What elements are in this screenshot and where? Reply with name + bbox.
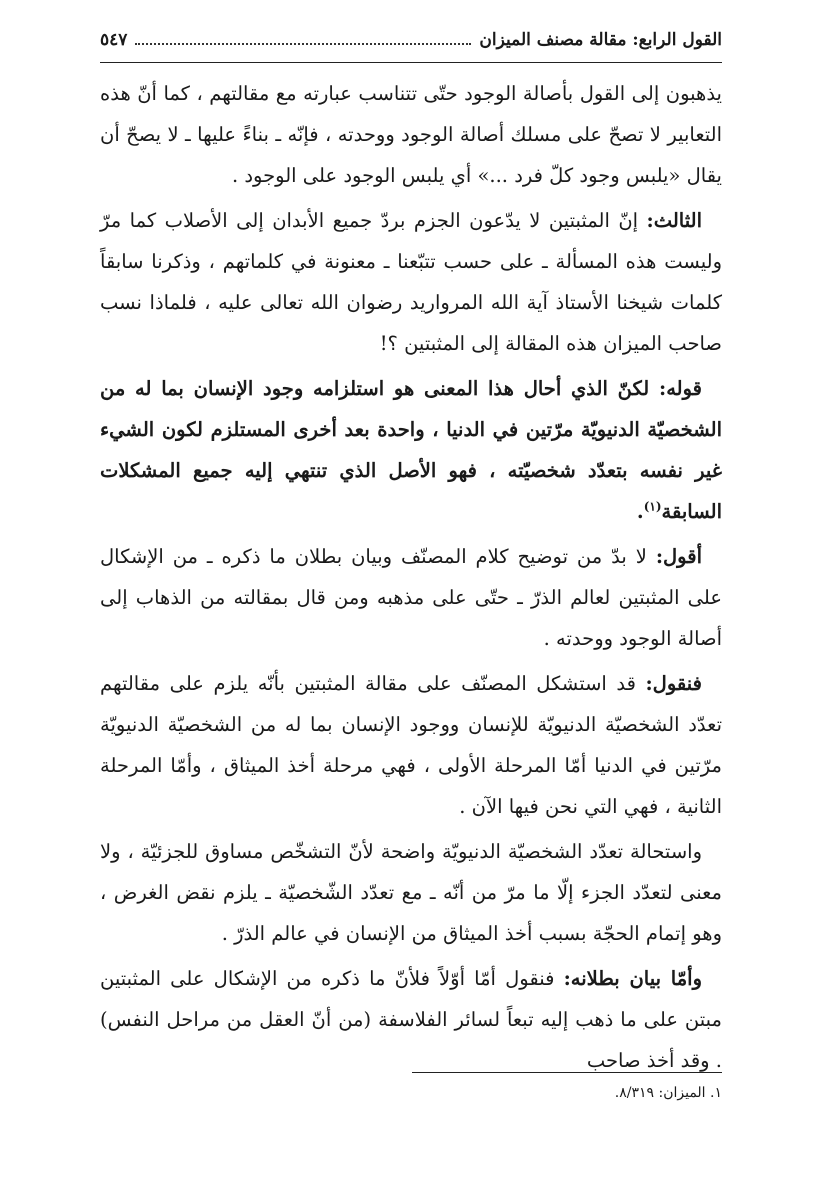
paragraph-lead: قوله: xyxy=(659,377,702,400)
paragraph-impossibility xyxy=(100,831,722,954)
paragraph-text: لا بدّ من توضيح كلام المصنّف وبيان بطلان ما ذكره ـ من الإشكال على المثبتين لعالم الذرّ ـ حتّى على مذهبه ومن قال بمقالته من الذهاب إلى أصالة الوجود ووحدته . xyxy=(100,545,722,650)
quoted-passage xyxy=(100,368,722,532)
paragraph-text: قد استشكل المصنّف على مقالة المثبتين بأنّه يلزم على مقالتهم تعدّد الشخصيّة الدنيويّة للإنسان ووجود الإنسان بما له من الشخصيّة الدنيويّة مرّتين في الدنيا أمّا المرحلة الأولى ، فهي مرحلة أخذ الميثاق ، وأمّا المرحلة الثانية ، فهي التي نحن فيها الآن . xyxy=(100,672,722,818)
quoted-tail: . xyxy=(636,500,644,523)
footnote-divider xyxy=(412,1072,722,1073)
footnote-reference[interactable]: (١) xyxy=(643,499,662,514)
main-text xyxy=(100,73,722,1081)
running-title: القول الرابع: مقالة مصنف الميزان xyxy=(479,30,722,50)
paragraph-text: إنّ المثبتين لا يدّعون الجزم بردّ جميع الأبدان إلى الأصلاب كما مرّ وليست هذه المسألة ـ على حسب تتبّعنا ـ معنونة في كلماتهم ، وذكرنا سابقاً كلمات شيخنا الأستاذ آية الله المرواريد رضوان الله تعالى عليه ، فلماذا نسب صاحب الميزان هذه المقالة إلى المثبتين ؟! xyxy=(100,209,722,355)
paragraph-lead: فنقول: xyxy=(645,672,702,695)
paragraph-third-point xyxy=(100,200,722,364)
page-number: ٥٤٧ xyxy=(100,30,128,50)
footnote xyxy=(100,1082,722,1104)
paragraph-lead: أقول: xyxy=(655,545,702,568)
quoted-text: لكنّ الذي أحال هذا المعنى هو استلزامه وجود الإنسان بما له من الشخصيّة الدنيويّة مرّتين في الدنيا ، واحدة بعد أخرى المستلزم لكون الشيء غير نفسه بتعدّد شخصيّته ، فهو الأصل الذي تنتهي إليه جميع المشكلات السابقة xyxy=(100,377,722,523)
paragraph-continued xyxy=(100,73,722,196)
footnote-text: ١. الميزان: ٨/٣١٩. xyxy=(614,1085,722,1101)
paragraph-explanation xyxy=(100,663,722,827)
paragraph-text: واستحالة تعدّد الشخصيّة الدنيويّة واضحة لأنّ التشخّص مساوق للجزئيّة ، ولا معنى لتعدّد الجزء إلّا ما مرّ من أنّه ـ مع تعدّد الشّخصيّة ـ يلزم نقض الغرض ، وهو إتمام الحجّة بسبب أخذ الميثاق من الإنسان في عالم الذرّ . xyxy=(100,840,722,945)
paragraph-lead: الثالث: xyxy=(646,209,702,232)
paragraph-text: فنقول أمّا أوّلاً فلأنّ ما ذكره من الإشكال على المثبتين مبتن على ما ذهب إليه تبعاً لسائر الفلاسفة (من أنّ العقل من مراحل النفس) . وقد أخذ صاحب xyxy=(100,967,722,1072)
running-header xyxy=(100,30,722,63)
paragraph-response xyxy=(100,536,722,659)
dotted-leader xyxy=(135,31,471,45)
book-page xyxy=(100,30,722,1150)
paragraph-refutation xyxy=(100,958,722,1081)
paragraph-lead: وأمّا بيان بطلانه: xyxy=(563,967,702,990)
paragraph-text: يذهبون إلى القول بأصالة الوجود حتّى تتناسب عبارته مع مقالتهم ، كما أنّ هذه التعابير لا تصحّ على مسلك أصالة الوجود ووحدته ، فإنّه ـ بناءً عليها ـ لا يصحّ أن يقال «يلبس وجود كلّ فرد ...» أي يلبس الوجود على الوجود . xyxy=(100,82,722,187)
